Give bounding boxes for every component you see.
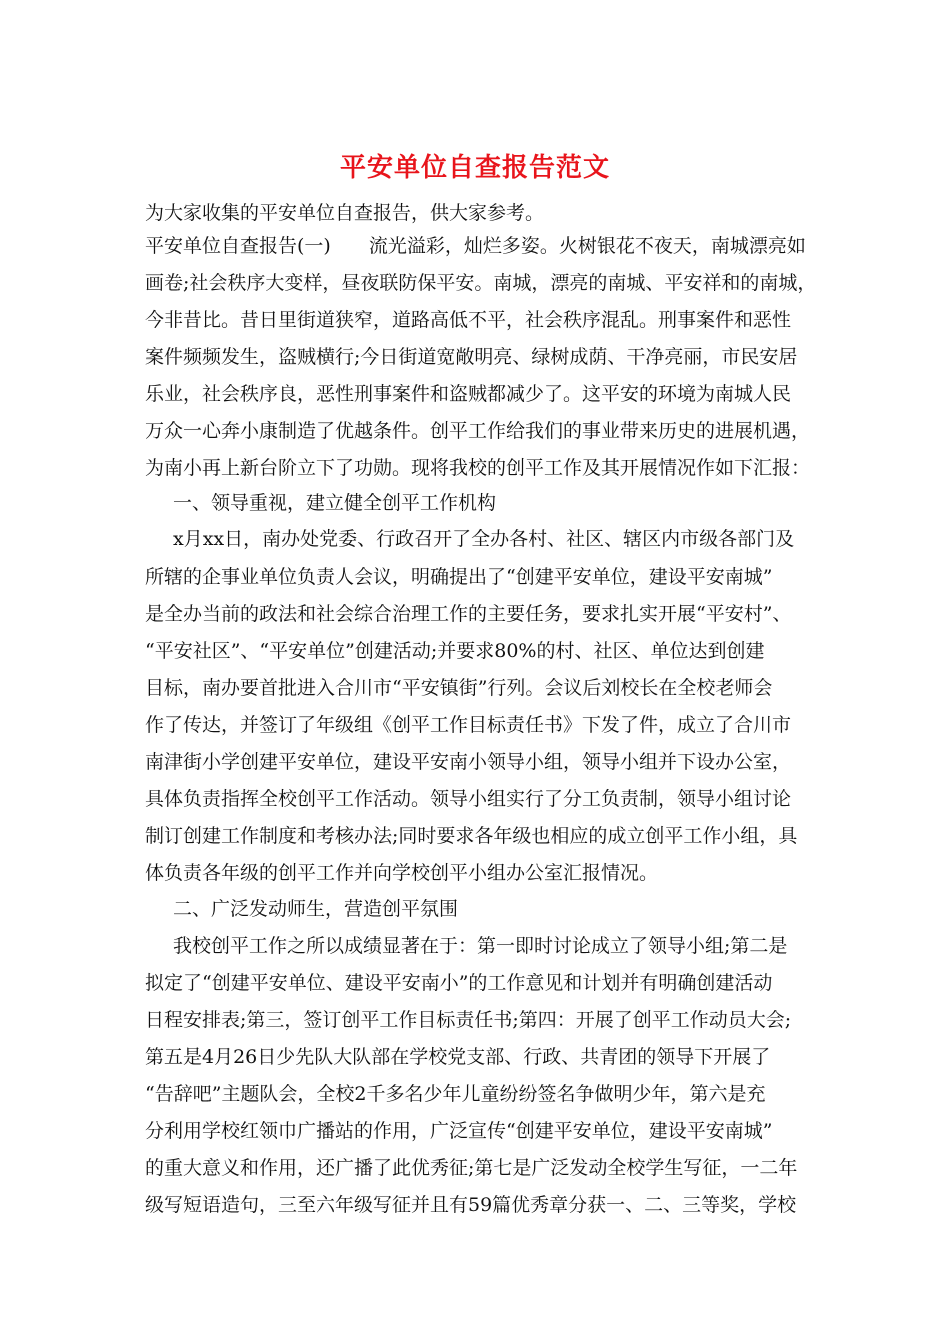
text-line: 画卷;社会秩序大变样，昼夜联防保平安。南城，漂亮的南城、平安祥和的南城， <box>145 272 817 294</box>
text-line: 乐业，社会秩序良，恶性刑事案件和盗贼都减少了。这平安的环境为南城人民 <box>145 383 792 405</box>
text-line: 今非昔比。昔日里街道狭窄，道路高低不平，社会秩序混乱。刑事案件和恶性 <box>145 309 792 331</box>
text-line: 万众一心奔小康制造了优越条件。创平工作给我们的事业带来历史的进展机遇， <box>145 420 811 442</box>
text-line: 拟定了“创建平安单位、建设平安南小”的工作意见和计划并有明确创建活动 <box>145 972 773 994</box>
text-line: 分利用学校红领巾广播站的作用，广泛宣传“创建平安单位，建设平安南城” <box>145 1120 773 1142</box>
text-line: 具体负责指挥全校创平工作活动。领导小组实行了分工负责制，领导小组讨论 <box>145 788 792 810</box>
text-line: “平安社区”、“平安单位”创建活动;并要求80%的村、社区、单位达到创建 <box>145 640 765 662</box>
text-line: 日程安排表;第三，签订创平工作目标责任书;第四：开展了创平工作动员大会; <box>145 1009 792 1031</box>
text-line: x月xx日，南办处党委、行政召开了全办各村、社区、辖区内市级各部门及 <box>173 528 795 550</box>
text-line: 为大家收集的平安单位自查报告，供大家参考。 <box>145 202 545 224</box>
text-line: 是全办当前的政法和社会综合治理工作的主要任务，要求扎实开展“平安村”、 <box>145 603 792 625</box>
text-line: 目标，南办要首批进入合川市“平安镇街”行列。会议后刘校长在全校老师会 <box>145 677 773 699</box>
text-line: 制订创建工作制度和考核办法;同时要求各年级也相应的成立创平工作小组，具 <box>145 825 798 847</box>
text-line: 南津街小学创建平安单位，建设平安南小领导小组，领导小组并下设办公室， <box>145 751 792 773</box>
text-line: 所辖的企事业单位负责人会议，明确提出了“创建平安单位，建设平安南城” <box>145 566 773 588</box>
section-heading: 一、领导重视，建立健全创平工作机构 <box>173 492 497 514</box>
text-line: 案件频频发生，盗贼横行;今日街道宽敞明亮、绿树成荫、干净亮丽，市民安居 <box>145 346 798 368</box>
text-line: 的重大意义和作用，还广播了此优秀征;第七是广泛发动全校学生写征，一二年 <box>145 1157 798 1179</box>
document-title: 平安单位自查报告范文 <box>339 153 610 183</box>
text-line: 为南小再上新台阶立下了功勋。现将我校的创平工作及其开展情况作如下汇报： <box>145 457 811 479</box>
text-line: 级写短语造句，三至六年级写征并且有59篇优秀章分获一、二、三等奖，学校 <box>145 1194 797 1216</box>
text-line: 第五是4月26日少先队大队部在学校党支部、行政、共青团的领导下开展了 <box>145 1046 771 1068</box>
text-line: 我校创平工作之所以成绩显著在于：第一即时讨论成立了领导小组;第二是 <box>173 935 788 957</box>
text-line: 作了传达，并签订了年级组《创平工作目标责任书》下发了件，成立了合川市 <box>145 714 792 736</box>
text-line: 体负责各年级的创平工作并向学校创平小组办公室汇报情况。 <box>145 862 659 884</box>
text-line: “告辞吧”主题队会，全校2千多名少年儿童纷纷签名争做明少年，第六是充 <box>145 1083 766 1105</box>
section-heading: 二、广泛发动师生，营造创平氛围 <box>173 898 459 920</box>
text-line: 平安单位自查报告(一) 流光溢彩，灿烂多姿。火树银花不夜天，南城漂亮如 <box>145 235 806 257</box>
